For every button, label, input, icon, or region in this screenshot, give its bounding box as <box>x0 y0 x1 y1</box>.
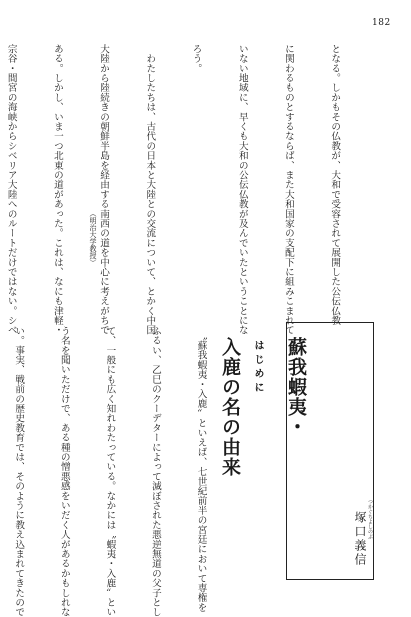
text-line: い。事実、戦前の歴史教育では、そのように教え込まれてきたので <box>13 326 25 617</box>
text-line: わたしたちは、古代の日本と大陸との交流について、とかく中国 <box>144 44 156 335</box>
text-line: て、一般にも広く知れわたっている。なかには〝蝦夷・入鹿〟とい <box>104 326 116 617</box>
title-line: 蘇我蝦夷・ <box>285 337 307 437</box>
author-name: 塚口義信 <box>353 511 367 567</box>
title-line: 入鹿の名の由来 <box>219 337 241 477</box>
text-line: う名を聞いただけで、ある種の憎悪感をいだく人があるかもしれな <box>58 326 70 617</box>
text-line: となる。しかもその仏教が、大和で受容されて展開した公伝仏教 <box>329 44 341 326</box>
text-line: 大陸から陸続きの朝鮮半島を経由する南西の道を中心に考えがちで <box>98 44 110 335</box>
text-line: ある。しかし、いま一つ北東の道があった。これは、なにも津軽・ <box>51 44 63 335</box>
text-line: ふるい、乙巳のクーデターによって滅ぼされた悪逆無道の父子とし <box>149 326 161 617</box>
section-heading: はじめに <box>252 340 263 396</box>
text-line: ろう。 <box>190 44 202 74</box>
text-line: 〝蘇我蝦夷・入鹿〟といえば、七世紀前半の宮廷において専権を <box>195 326 207 613</box>
text-line: に関わるものとするならば、また大和国家の支配下に組みこまれて <box>282 44 294 335</box>
text-line: いない地域に、早くも大和の公伝仏教が及んでいたということにな <box>236 44 248 335</box>
text-line: 宗谷・間宮の海峡からシベリア大陸へのルートだけではない。シベ <box>5 44 17 335</box>
article-body <box>0 326 239 617</box>
author-ruby: つかぐちよしのぶ <box>367 499 373 539</box>
previous-article-text <box>0 44 373 335</box>
page-number: 182 <box>372 18 391 28</box>
author-affiliation: （明治大学教授） <box>89 210 97 266</box>
